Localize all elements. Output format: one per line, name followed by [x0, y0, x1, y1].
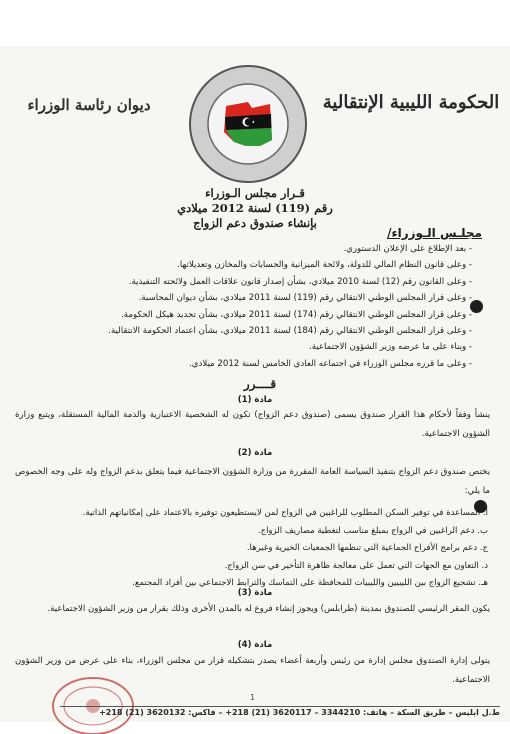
- footer-divider: [60, 706, 500, 707]
- article-1-text: ينشأ وفقاً لأحكام هذا القرار صندوق يسمى (صندوق دعم الزواج) تكون له الشخصية الاعتبارية والذمة المالية المستقلة، ويتبع وزارة الشؤون الاجتماعية.: [15, 410, 490, 439]
- resolved-heading: قــــرر: [243, 377, 277, 391]
- page-number: 1: [250, 693, 256, 702]
- recital-item: - وعلى قرار المجلس الوطني الانتقالي رقم (184) لسنة 2011 ميلادي، بشأن اعتماد الحكومة الانتقالية.: [72, 323, 472, 339]
- recital-item: - وعلى القانون رقم (12) لسنة 2010 ميلادي، بشأن إصدار قانون علاقات العمل ولائحته التنفيذية.: [72, 274, 472, 290]
- footer-contact: ط.ل ابليس – طريق السكة – هاتف: 3344210 – 3620117 (21) 218+ – فاكس: 3620132 (21) 218+: [99, 708, 500, 717]
- recital-item: - وعلى قانون النظام المالي للدولة، ولائحة الميزانية والحسابات والمخازن وتعديلاتها.: [72, 257, 472, 273]
- article-3-title: مادة (3): [237, 588, 273, 598]
- office-title: ديوان رئاسة الوزراء: [27, 96, 151, 114]
- decision-line-1: قـرار مجلس الـوزراء: [205, 186, 305, 200]
- article-2-text: يختص صندوق دعم الزواج بتنفيذ السياسة العامة المقررة من وزارة الشؤون الاجتماعية فيما يتعلق بدعم الزواج وله على وجه الخصوص ما يلي:: [15, 467, 490, 496]
- article-2-item: ج. دعم برامج الأفراح الجماعية التي تنظمها الجمعيات الخيرية وغيرها.: [246, 543, 488, 554]
- council-heading: مجلـس الـوزراء/: [387, 226, 482, 240]
- decision-title: [150, 186, 360, 231]
- article-2-item: أ. المساعدة في توفير السكن المطلوب للراغبين في الزواج لمن لايستطيعون توفيره بالاعتماد على إمكانياتهم الذاتية.: [82, 508, 488, 518]
- article-4-text: يتولى إدارة الصندوق مجلس إدارة من رئيس وأربعة أعضاء يصدر بتشكيله قرار من مجلس الوزراء، بناء على عرض من وزير الشؤون الاجتماعية.: [15, 656, 490, 685]
- official-stamp-icon: [48, 672, 138, 734]
- recital-item: - وعلى قرار المجلس الوطني الانتقالي رقم (174) لسنة 2011 ميلادي، بشأن تحديد هيكل الحكومة.: [72, 307, 472, 323]
- decision-line-3: بإنشاء صندوق دعم الزواج: [193, 216, 317, 230]
- recitals-list: [72, 241, 472, 372]
- recital-item: - وعلى ما قرره مجلس الوزراء في اجتماعه العادي الخامس لسنة 2012 ميلادي.: [72, 356, 472, 372]
- article-2-item: هـ. تشجيع الزواج بين الليبيين والليبيات للمحافظة على التماسك والترابط الاجتماعي بين أفراد المجتمع.: [132, 578, 488, 589]
- article-2-items: [48, 505, 488, 593]
- article-2-title: مادة (2): [237, 448, 273, 458]
- article-4-title: مادة (4): [237, 640, 273, 650]
- recital-item: - وعلى قرار المجلس الوطني الانتقالي رقم (119) لسنة 2011 ميلادي، بشأن ديوان المحاسبة.: [72, 290, 472, 306]
- top-margin: [0, 0, 510, 46]
- seal-graphic: [186, 62, 310, 186]
- article-1-title: مادة (1): [237, 395, 273, 405]
- article-3-text: يكون المقر الرئيسي للصندوق بمدينة (طرابلس) ويجوز إنشاء فروع له بالمدن الأخرى وذلك بقرار من وزير الشؤون الاجتماعية.: [47, 604, 490, 614]
- binder-hole-marker: [470, 300, 483, 313]
- article-2-item: ب. دعم الراغبين في الزواج بمبلغ مناسب لتغطية مصاريف الزواج.: [257, 525, 488, 536]
- government-title: الحكومة الليبية الإنتقالية: [322, 92, 500, 113]
- article-2-item: د. التعاون مع الجهات التي تعمل على معالجة ظاهرة التأخير في سن الزواج.: [224, 560, 488, 571]
- government-seal: [186, 62, 310, 186]
- recital-item: - وبناء على ما عرضه وزير الشؤون الاجتماعية.: [72, 339, 472, 355]
- recital-item: - بعد الإطلاع على الإعلان الدستوري.: [72, 241, 472, 257]
- decision-line-2: رقم (119) لسنة 2012 ميلادي: [177, 201, 333, 215]
